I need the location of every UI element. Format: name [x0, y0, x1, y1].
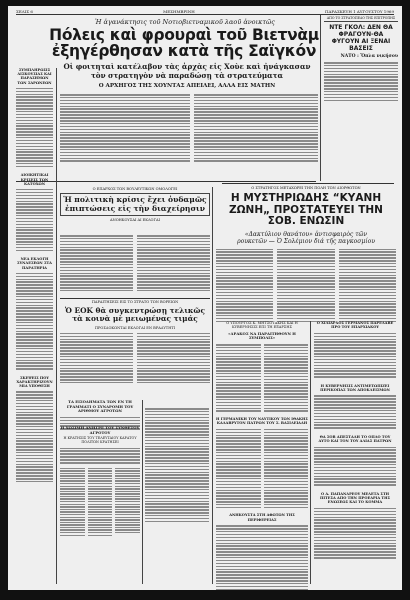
center-box-story — [60, 187, 210, 222]
right-top-story — [324, 15, 398, 101]
center-small-divider — [142, 400, 143, 584]
left-mid-headline: ΔΙΟΙΚΗΤΙΚΑΙ ΚΡΙΣΕΙΣ ΤΩΝ ΚΑΤΟΧΩΝ — [20, 173, 49, 186]
left-bottom-headline: ΣΚΕΨΕΙΣ ΠΟΥ ΧΑΡΑΚΤΗΡΙΖΟΥΝ ΜΙΑ ΥΠΟΘΕΣΗ — [16, 375, 53, 389]
center-table-lines — [60, 448, 140, 464]
center-right-divider — [212, 187, 213, 584]
left-column-divider — [56, 68, 57, 584]
center-lower-foot: ΠΡΟΣΔΟΚΩΝΤΑΙ ΕΚΛΟΓΑΙ ΕΝ ΒΡΑΔΥΤΗΤΙ — [94, 325, 176, 330]
mid-right-col-b — [264, 344, 309, 412]
mid-right-col-a — [216, 344, 261, 412]
center-body-col-b — [137, 235, 210, 291]
right-section-rule — [222, 183, 394, 184]
main-subhead — [56, 63, 318, 91]
far-right-column — [314, 321, 396, 559]
left-body-1 — [16, 88, 53, 168]
center-lower-story — [60, 300, 210, 383]
far-right-item-4: Ο Α. ΠΑΠΑΝΔΡΕΟΥ ΜΕΛΕΤΑ ΣΤΗ ΠΙΤΕΣΑ ΑΠΟ ΤΗΝ ΠΡΟΕΔΡΙΑ ΤΗΣ ΕΝΩΣΕΩΣ ΚΑΙ ΤΟ ΚΟΜΜΑ — [319, 491, 391, 505]
left-column — [16, 68, 53, 482]
mid-right-head-1: Ο ΥΠΟΥΡΓΟΣ Κ. ΜΗΤΣΟΤΑΚΗΣ ΚΑΙ Η ΚΥΒΕΡΝΗΣΙΣ ΕΠΙ ΤΗ ΕΞΑΡΣΗΣ — [226, 321, 298, 330]
center-box-body — [60, 235, 210, 291]
right-main-headline: Η ΜΥΣΤΗΡΙΩΔΗΣ “ΚΥΑΝΗ ΖΩΝΗ„ ΠΡΟΣΤΑΤΕΥΕΙ ΤΗΝ ΣΟΒ. ΕΝΩΣΙΝ — [229, 192, 383, 227]
center-lower-label: ΠΑΡΑΙΤΗΣΕΙΣ ΕΙΣ ΤΟ ΣΤΡΑΤΟ ΤΩΝ ΒΟΡΕΙΩΝ — [91, 300, 179, 304]
center-table-sub-story — [60, 426, 140, 536]
right-top-label: ΑΠΟ ΤΟ ΣΤΡΑΤΟΠΕΔΟ ΤΗΣ ΕΠΙΤΡΟΠΗΣ — [324, 15, 398, 22]
main-subhead-text: Οἱ φοιτηταὶ κατέλαβον τὰς ἀρχὰς εἰς Χοὺε καὶ ἠνάγκασαν τὸν στρατηγὸν νὰ παραδώσῃ τὰ στρατεύματα — [63, 62, 311, 80]
mid-right-head-3: Η ΓΕΡΜΑΝΙΚΗ ΤΟΥ ΝΑΥΤΙΚΟΥ ΤΩΝ ΙΘΑΚΗΣ ΚΑΛΑΒΡΥΤΟΝ ΠΑΤΡΩΝ ΤΟΥ Σ. ΒΑΣΙΛΕΙΑΔΗ — [216, 416, 308, 426]
page-number: ΣΕΛΙΣ 6 — [16, 9, 33, 14]
center-lower-col-b — [137, 333, 210, 384]
headline-divider — [16, 181, 316, 182]
right-main-sub: «Δακτύλιον θανάτου» ἀντισφαιρὸς τῶν ρουκετῶν — Ὁ Σολέμιον διά τῆς παγκοσμίου — [237, 230, 375, 245]
center-bottom-sub: Η ΚΡΑΤΗΣΙΣ ΤΟΥ ΤΕΛΕΥΤΑΙΟΥ ΚΑΡΑΤΟΥ ΠΟΛΙΤΩΝ ΚΡΑΤΗΣΕΙ — [63, 436, 137, 445]
paper-name: ΜΕΣΗΜΒΡΙΝΗ — [163, 9, 195, 14]
center-bottom-head: Η ΧΩΣΙΜΗ ΑΝΗΓΡΕ ΤΟΥ ΣΥΝΘΕΤΟΥ ΑΓΡΟΤΟΥ — [60, 425, 140, 435]
main-headline-line-2: ἐξηγέρθησαν κατὰ τῆς Σαϊγκόν — [51, 42, 317, 60]
mid-right-head-4: ΑΝΗΚΟΥΣΤΑ ΣΤΗ ΑΦΩΤΩΝ ΤΗΣ ΠΕΡΙΦΕΡΕΙΑΣ — [229, 513, 295, 522]
far-right-body-3 — [314, 447, 396, 486]
far-right-item-2: Η ΚΥΒΕΡΝΗΣΙΣ ΑΝΤΙΜΕΤΩΠΙΖΕΙ ΠΕΡΙΚΟΠΑΣ ΤΩΝ ΑΠΟΚΛΕΙΣΜΩΝ — [320, 383, 390, 393]
right-main-body — [216, 249, 396, 323]
right-main-story — [216, 186, 396, 322]
right-top-byline: ΝΑΤΟ : Ὅπλα νικήσου — [340, 54, 398, 59]
center-body-col-a — [60, 235, 133, 291]
center-lower-headline: Ὁ ΕΟΚ θὰ συγκεντρώσῃ τελικῶς τὰ κοινὰ μὲ μειωμένας τιμάς — [65, 306, 205, 324]
mid-right-body-2 — [216, 429, 308, 509]
far-right-item-3: ΘΑ ΣΟΒ ΑΠΕΣΤΑΛΗ ΤΟ ΟΠΛΟ ΤΟΥ ΑΥΤΟ ΚΑΙ ΤΟΝ ΤΟΥ ΑΛΙΑΣ ΠΑΤΡΩΝ — [318, 434, 392, 444]
center-small-column — [145, 408, 209, 522]
left-body-4 — [16, 391, 53, 482]
center-small-lines — [145, 408, 209, 522]
center-table-head: ΤΑ ΕΙΣΟΔΗΜΑΤΑ ΤΩΝ ΕΝ ΤΗ ΓΡΑΜΜΑΤΙ Ο ΣΥΝΔΡΟΜΗ ΤΟΥ ΑΡΙΘΜΟΥ ΑΓΡΟΤΩΝ — [66, 399, 134, 414]
center-box-foot: ΑΝΟΗΚΟΥΣΑΙ ΑΙ ΕΚΛΟΓΑΙ — [109, 218, 161, 223]
left-body-3 — [16, 273, 53, 370]
center-box-label: Ο ΕΠΑΡΧΟΣ ΤΩΝ ΒΟΥΛΕΥΤΙΚΩΝ ΟΜΟΛΟΓΕΙ — [92, 187, 178, 191]
main-story-body-b — [194, 94, 318, 162]
far-right-body-4 — [314, 508, 396, 559]
far-right-body-1 — [314, 333, 396, 378]
main-headline — [48, 27, 320, 59]
right-main-col-a — [216, 249, 273, 323]
center-box-headline: Ἡ πολιτικὴ κρίσις ἔχει ὀυδαμῶς ἐπιπτώσεις εἰς τὴν διαχείρησιν — [63, 195, 207, 213]
right-top-body — [324, 62, 398, 101]
mid-right-body-1 — [216, 344, 308, 412]
center-lower-rule — [60, 298, 210, 299]
issue-date: ΠΑΡΑΣΚΕΥΗ 1 ΑΥΓΟΥΣΤΟΥ 1969 — [324, 9, 394, 14]
left-lower-headline: ΝΕΑ ΕΚΛΟΓΗ ΣΥΝΔΕΣΕΩΝ ΣΤΑ ΠΑΡΑΤΗΡΙΑ — [17, 257, 52, 270]
mid-right-body-3 — [216, 525, 308, 590]
center-lower-body — [60, 333, 210, 384]
main-kicker: Ἡ ἀγανάκτησις τοῦ Νοτιοβιετναμικοῦ λαοῦ ἀνοικτῶς — [95, 18, 275, 26]
far-right-item-1: Ο ΧΙΛΙΑΡΧΟΣ ΓΕΡΜΑΝΟΣ ΠΑΡΕΛΑΒΕ ΠΡΟ ΤΟΥ ΕΠΑΡΧΙΑΚΟΥ — [316, 321, 394, 330]
right-main-col-b — [277, 249, 334, 323]
right-top-headline: ΝΤΕ ΓΚΟΛ: ΔΕΝ ΘΑ ΦΡΑΓΟΥΝ-ΘΑ ΦΥΓΟΥΝ ΑΙ ΞΕΝΑΙ ΒΑΣΕΙΣ — [329, 24, 393, 52]
main-body-lines-a — [60, 94, 190, 162]
right-top-divider — [320, 15, 321, 181]
main-body-lines-b — [194, 94, 318, 162]
left-body-2 — [16, 189, 53, 251]
main-story-body-a — [60, 94, 190, 162]
center-data-table — [60, 468, 140, 536]
mid-right-col-c — [216, 429, 261, 509]
main-headline-line-1: Πόλεις καὶ φρουραὶ τοῦ Βιετνὰμ — [49, 26, 319, 44]
mid-right-stories — [216, 321, 308, 590]
main-subhead-caps: Ο ΑΡΧΗΓΟΣ ΤΗΣ ΧΟΥΝΤΑΣ ΑΠΕΙΛΕΙ, ΑΛΛΑ ΕΙΣ ΜΑΤΗΝ — [98, 83, 276, 89]
far-right-body-2 — [314, 395, 396, 428]
center-lower-col-a — [60, 333, 133, 384]
mid-right-col-d — [264, 429, 309, 509]
center-box — [60, 193, 210, 216]
mid-right-head-2: «ΔΡΑΚΟΣ ΝΑ ΠΑΡΑΙΤΗΘΟΥΝ Η ΣΥΜΠΟΛΙΣ» — [228, 330, 296, 341]
far-right-divider — [310, 321, 311, 584]
right-main-label: Ο ΣΤΡΑΤΗΓΟΣ ΜΕΤΑΧΩΡΕΙ ΤΗΝ ΠΟΛΗ ΤΩΝ ΔΙΟΡΘΩΤΩΝ — [251, 186, 361, 190]
left-headline: ΣΥΜΠΛΗΡΩΣΙΣ ΔΙΣΚΟΥΣΙΑΣ ΚΑΙ ΠΑΡΑΣΗΜΩΝ ΤΩΝ ΣΑΡΩΝΕΩΝ — [17, 68, 52, 85]
right-main-col-c — [339, 249, 396, 323]
newspaper-page — [8, 6, 402, 590]
